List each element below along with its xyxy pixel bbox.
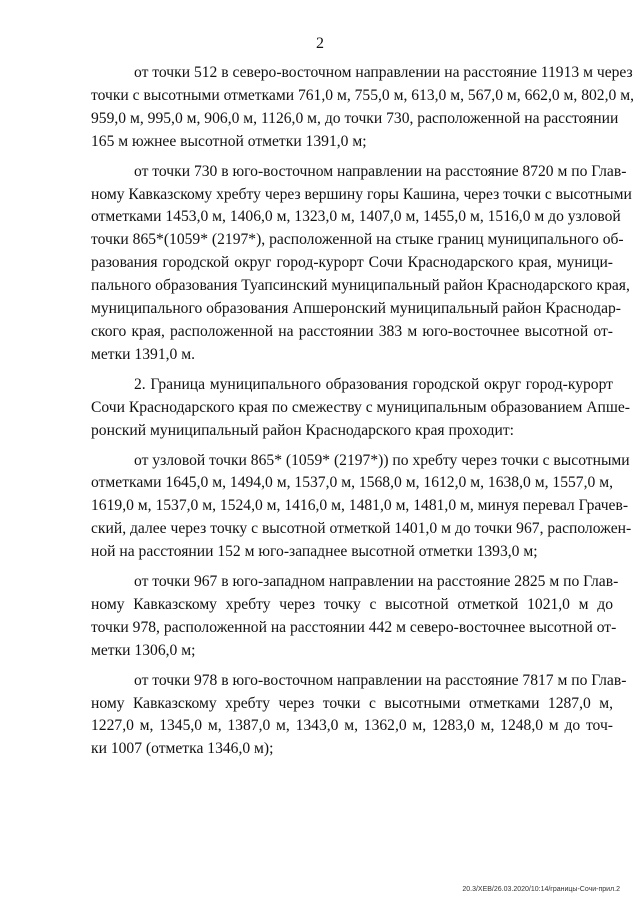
text-line: точки 978, расположенной на расстоянии 442 м северо-восточнее высотной от- (91, 618, 617, 636)
text-line: точки 865*(1059* (2197*), расположенной на стыке границ муниципального об- (91, 231, 624, 249)
text-line: ки 1007 (отметка 1346,0 м); (91, 740, 274, 758)
paragraph (91, 571, 619, 663)
text-line: ному Кавказскому хребту через точки с высотными отметками 1287,0 м, (91, 694, 613, 712)
document-body (91, 62, 634, 768)
paragraph (91, 450, 632, 565)
text-line: отметками 1645,0 м, 1494,0 м, 1537,0 м, 1568,0 м, 1612,0 м, 1638,0 м, 1557,0 м, (91, 474, 613, 492)
text-line: 165 м южнее высотной отметки 1391,0 м; (91, 132, 367, 150)
text-line: отметками 1453,0 м, 1406,0 м, 1323,0 м, 1407,0 м, 1455,0 м, 1516,0 м до узловой (91, 208, 621, 226)
text-line: ному Кавказскому хребту через точку с высотной отметкой 1021,0 м до (91, 595, 613, 613)
text-line: 959,0 м, 995,0 м, 906,0 м, 1126,0 м, до точки 730, расположенной на расстоянии (91, 109, 619, 127)
text-line: от точки 978 в юго-восточном направлении на расстояние 7817 м по Глав- (134, 671, 627, 689)
page-number: 2 (316, 35, 324, 52)
text-line: Сочи Краснодарского края по смежеству с муниципальным образованием Апше- (91, 398, 630, 416)
text-line: пального образования Туапсинский муниципальный район Краснодарского края, (91, 277, 630, 295)
text-line: от точки 730 в юго-восточном направлении на расстояние 8720 м по Глав- (134, 162, 627, 180)
paragraph (91, 374, 630, 443)
text-line: ной на расстоянии 152 м юго-западнее высотной отметки 1393,0 м; (91, 543, 538, 561)
text-line: ронский муниципальный район Краснодарского края проходит: (91, 421, 515, 439)
text-line: ского края, расположенной на расстоянии 383 м юго-восточнее высотной от- (91, 322, 613, 340)
text-line: разования городской округ город-курорт Сочи Краснодарского края, муници- (91, 254, 613, 272)
text-line: 2. Граница муниципального образования городской округ город-курорт (134, 375, 613, 393)
text-line: 1619,0 м, 1537,0 м, 1524,0 м, 1416,0 м, 1481,0 м, 1481,0 м, минуя перевал Грачев- (91, 497, 629, 515)
paragraph (91, 161, 632, 367)
paragraph (91, 670, 627, 762)
text-line: метки 1391,0 м. (91, 345, 195, 363)
text-line: ному Кавказскому хребту через вершину горы Кашина, через точки с высотными (91, 185, 632, 203)
text-line: муниципального образования Апшеронский муниципальный район Краснодар- (91, 300, 621, 318)
text-line: ский, далее через точку с высотной отметкой 1401,0 м до точки 967, расположен- (91, 520, 632, 538)
text-line: от точки 512 в северо-восточном направлении на расстояние 11913 м через (134, 64, 633, 81)
text-line: метки 1306,0 м; (91, 641, 196, 659)
text-line: 1227,0 м, 1345,0 м, 1387,0 м, 1343,0 м, 1362,0 м, 1283,0 м, 1248,0 м до точ- (91, 717, 613, 735)
footer-doc-id: 20.3/ХЕВ/26.03.2020/10:14/границы-Сочи-прил.2 (462, 886, 620, 893)
text-line: от узловой точки 865* (1059* (2197*)) по хребту через точки с высотными (134, 451, 630, 469)
text-line: от точки 967 в юго-западном направлении на расстояние 2825 м по Глав- (134, 573, 619, 591)
paragraph (91, 62, 634, 154)
text-line: точки с высотными отметками 761,0 м, 755,0 м, 613,0 м, 567,0 м, 662,0 м, 802,0 м, (91, 86, 634, 104)
